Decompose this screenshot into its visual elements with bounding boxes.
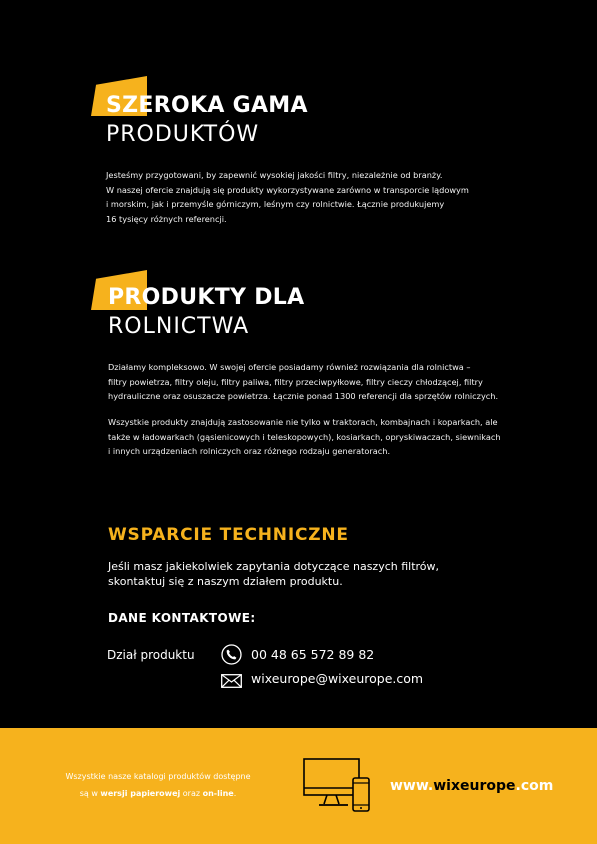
contact-dept-label: Dział produktu <box>107 648 195 662</box>
support-line: skontaktuj się z naszym działem produktu. <box>108 575 343 588</box>
website-domain: wixeurope <box>433 778 516 794</box>
paragraph-line: hydrauliczne oraz osuszacze powietrza. Łącznie ponad 1300 referencji dla sprzętów rolniczych. <box>108 391 499 401</box>
paragraph-line: Działamy kompleksowo. W swojej ofercie posiadamy również rozwiązania dla rolnictwa – <box>108 362 471 372</box>
support-title: WSPARCIE TECHNICZNE <box>108 525 349 545</box>
envelope-icon <box>221 673 242 687</box>
paragraph-line: Jesteśmy przygotowani, by zapewnić wysokiej jakości filtry, niezależnie od branży. <box>106 170 443 180</box>
footer-note-bold-paper: wersji papierowej <box>100 789 181 798</box>
footer-note <box>38 768 278 802</box>
paragraph-line: także w ładowarkach (gąsienicowych i teleskopowych), kosiarkach, opryskiwaczach, siewnikach <box>108 431 501 442</box>
paragraph-line: W naszej ofercie znajdują się produkty wykorzystywane zarówno w transporcie lądowym <box>106 184 469 195</box>
footer-note-prefix: są w <box>79 789 101 798</box>
section2-title-bold: PRODUKTY DLA <box>108 285 305 310</box>
website-suffix: .com <box>515 778 554 794</box>
section2-title-light: ROLNICTWA <box>108 314 250 339</box>
website-prefix: www. <box>390 778 434 794</box>
footer-note-suffix: . <box>233 789 237 798</box>
website-link[interactable] <box>390 778 553 794</box>
section1-title-light: PRODUKTÓW <box>106 122 260 147</box>
paragraph-line: Wszystkie produkty znajdują zastosowanie nie tylko w traktorach, kombajnach i koparkach, ale <box>108 417 498 427</box>
paragraph-line: i morskim, jak i przemyśle górniczym, leśnym czy rolnictwie. Łącznie produkujemy <box>106 199 445 209</box>
footer-note-mid: oraz <box>180 789 203 798</box>
phone-icon <box>221 644 242 665</box>
section1-title-bold: SZEROKA GAMA <box>106 93 308 118</box>
footer-band <box>0 728 597 844</box>
footer-note-line-1: Wszystkie nasze katalogi produktów dostępne <box>65 772 251 781</box>
section2-paragraph-2 <box>108 415 501 459</box>
paragraph-line: i innych urządzeniach rolniczych oraz różnego rodzaju generatorach. <box>108 446 391 456</box>
section2-paragraph-1 <box>108 360 498 404</box>
footer-note-bold-online: on-line <box>202 789 234 798</box>
section1-paragraph <box>106 168 469 226</box>
phone-number[interactable]: 00 48 65 572 89 82 <box>251 647 375 662</box>
paragraph-line: filtry powietrza, filtry oleju, filtry paliwa, filtry przeciwpyłkowe, filtry cieczy chłodzącej, filtry <box>108 376 483 387</box>
devices-icon <box>302 756 374 814</box>
paragraph-line: 16 tysięcy różnych referencji. <box>106 213 227 224</box>
footer-note-line-2 <box>38 785 278 802</box>
contact-heading: DANE KONTAKTOWE: <box>108 611 256 625</box>
support-text <box>108 559 439 589</box>
support-line: Jeśli masz jakiekolwiek zapytania dotyczące naszych filtrów, <box>108 560 440 573</box>
email-address[interactable]: wixeurope@wixeurope.com <box>251 671 424 686</box>
